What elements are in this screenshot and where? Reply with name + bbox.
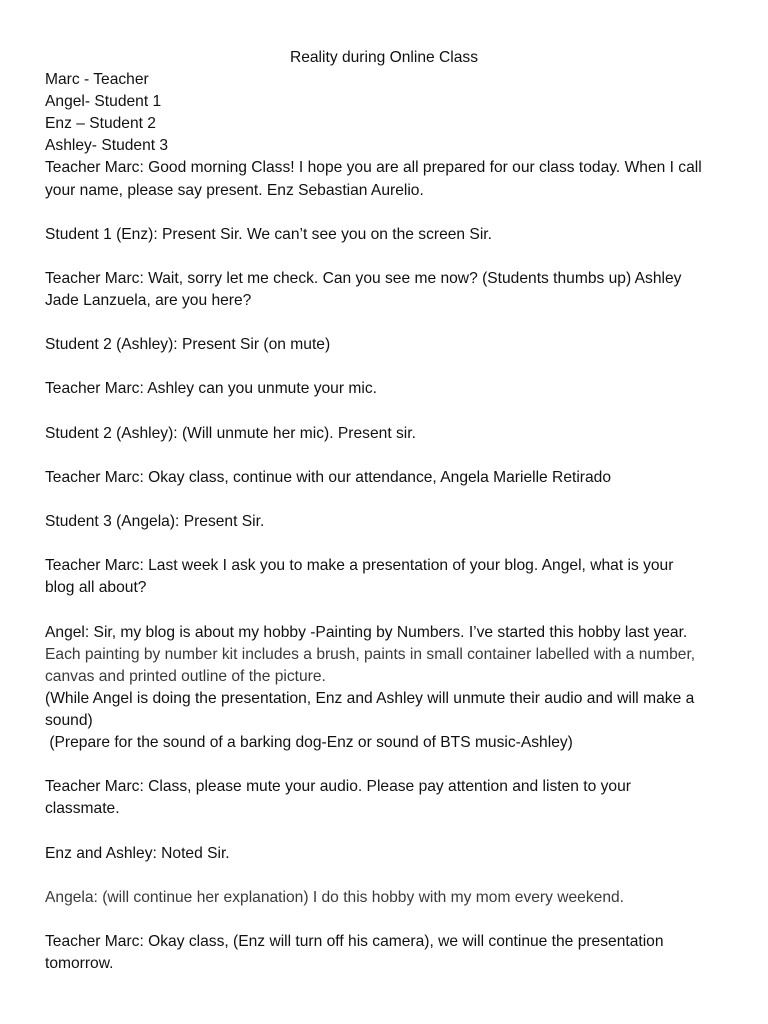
dialogue-line: Jade Lanzuela, are you here?	[45, 292, 252, 309]
dialogue-line: your name, please say present. Enz Sebastian Aurelio.	[45, 182, 424, 199]
dialogue-line: Teacher Marc: Last week I ask you to make a presentation of your blog. Angel, what is your	[45, 557, 674, 574]
dialogue-line: Each painting by number kit includes a brush, paints in small container labelled with a number,	[45, 646, 696, 663]
dialogue-line: classmate.	[45, 800, 120, 817]
dialogue-line: Enz and Ashley: Noted Sir.	[45, 845, 230, 862]
document-title: Reality during Online Class	[289, 49, 479, 66]
dialogue-line: Student 1 (Enz): Present Sir. We can’t see you on the screen Sir.	[45, 226, 492, 243]
dialogue-line: Teacher Marc: Okay class, (Enz will turn off his camera), we will continue the presentation	[45, 933, 664, 950]
dialogue-line: blog all about?	[45, 579, 147, 596]
dialogue-line: Angel: Sir, my blog is about my hobby -Painting by Numbers. I’ve started this hobby last year.	[45, 624, 688, 641]
dialogue-line: Student 2 (Ashley): (Will unmute her mic). Present sir.	[45, 425, 416, 442]
dialogue-line: tomorrow.	[45, 955, 114, 972]
dialogue-line: Teacher Marc: Class, please mute your audio. Please pay attention and listen to your	[45, 778, 631, 795]
dialogue-line: Angela: (will continue her explanation) I do this hobby with my mom every weekend.	[45, 889, 624, 906]
dialogue-line: Teacher Marc: Wait, sorry let me check. Can you see me now? (Students thumbs up) Ashley	[45, 270, 682, 287]
dialogue-line: Teacher Marc: Good morning Class! I hope you are all prepared for our class today. When I call	[45, 159, 702, 176]
dialogue-line: Student 3 (Angela): Present Sir.	[45, 513, 265, 530]
stage-direction-line: sound)	[45, 712, 93, 729]
cast-line: Ashley- Student 3	[45, 137, 169, 154]
cast-line: Enz – Student 2	[45, 115, 156, 132]
dialogue-line: canvas and printed outline of the picture.	[45, 668, 326, 685]
dialogue-line: Teacher Marc: Ashley can you unmute your mic.	[45, 380, 377, 397]
stage-direction-line: (Prepare for the sound of a barking dog-Enz or sound of BTS music-Ashley)	[45, 734, 573, 751]
stage-direction-line: (While Angel is doing the presentation, Enz and Ashley will unmute their audio and will make a	[45, 690, 695, 707]
cast-line: Marc - Teacher	[45, 71, 149, 88]
dialogue-line: Teacher Marc: Okay class, continue with our attendance, Angela Marielle Retirado	[45, 469, 611, 486]
dialogue-line: Student 2 (Ashley): Present Sir (on mute)	[45, 336, 331, 353]
cast-line: Angel- Student 1	[45, 93, 162, 110]
